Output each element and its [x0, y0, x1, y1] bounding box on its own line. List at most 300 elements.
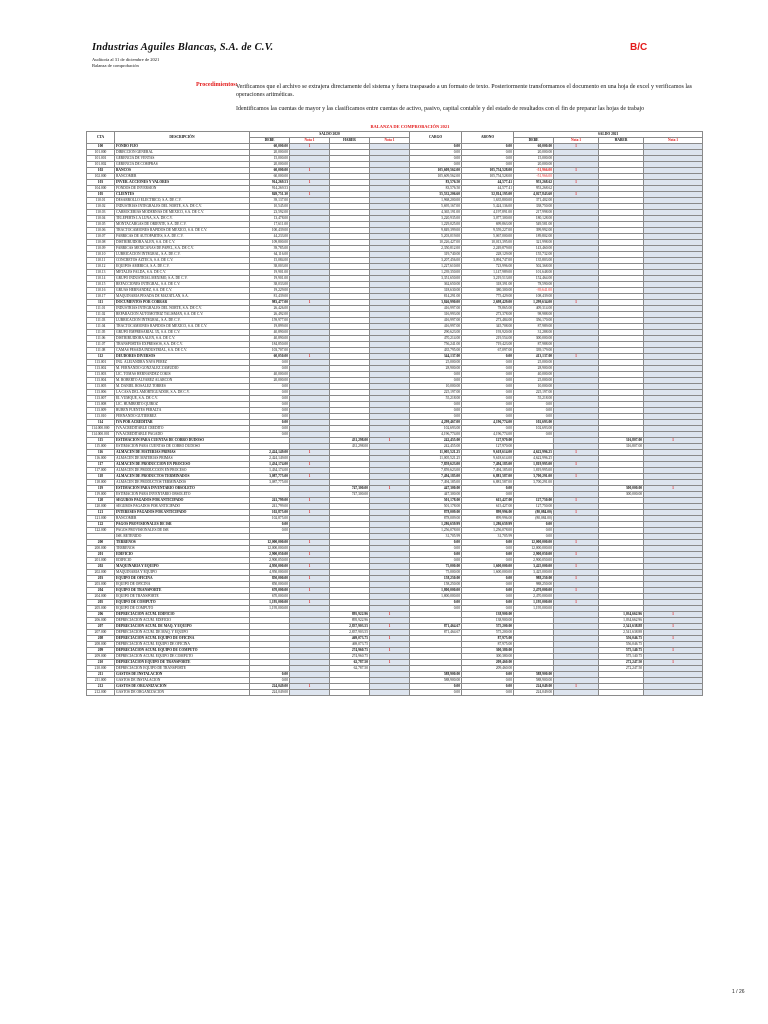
cell-cta: 110.15: [87, 282, 115, 288]
cell-debe-2021: 189,802.00: [514, 234, 554, 240]
cell-description: ESTIMACIÓN PARA CUENTAS DE COBRO DUDOSO: [115, 438, 250, 444]
col-nota-haber-2021: Nota 1: [644, 138, 703, 144]
cell-debe-2021: (80,084.00): [514, 510, 554, 516]
cell-nota-debe-2021: 1: [554, 300, 599, 306]
cell-debe-2020: 670,000.00: [250, 594, 290, 600]
cell-abono: 67,097.00: [462, 348, 514, 354]
cell-cta: 113.002: [87, 366, 115, 372]
cell-description: BANCOS: [115, 168, 250, 174]
cell-debe-2020: 60,050.00: [250, 354, 290, 360]
cell-cta: 203: [87, 576, 115, 582]
cell-description: PAGOS PROVISIONALES DE ISR: [115, 528, 250, 534]
cell-cargo: 878,009.00: [410, 510, 462, 516]
cell-cta: 209: [87, 648, 115, 654]
cell-cargo: 0.00: [410, 600, 462, 606]
cell-cta: 116: [87, 450, 115, 456]
cell-abono: 380,300.00: [462, 288, 514, 294]
cell-debe-2021: 31,288.00: [514, 330, 554, 336]
cell-abono: 127,970.00: [462, 444, 514, 450]
cell-cta: 205: [87, 600, 115, 606]
cell-debe-2020: 40,890.00: [250, 330, 290, 336]
cell-abono: 0.00: [462, 156, 514, 162]
cell-cargo: 242,455.00: [410, 444, 462, 450]
cell-cta: 120: [87, 498, 115, 504]
cell-debe-2021: 1,195,000.00: [514, 600, 554, 606]
cell-debe-2021: 20,000.00: [514, 150, 554, 156]
cell-cta: 100: [87, 144, 115, 150]
cell-description: DEPRECIACIÓN ACUM. EQUIPO DE COMPUTO: [115, 654, 250, 660]
cell-nota-debe-2020: 1: [290, 450, 330, 456]
cell-debe-2021: 1,195,000.00: [514, 606, 554, 612]
cell-cargo: 225,197.00: [410, 390, 462, 396]
cell-nota-debe-2020: 1: [290, 540, 330, 546]
cell-debe-2021: 224,049.00: [514, 690, 554, 696]
cell-debe-2021: 25,000.00: [514, 360, 554, 366]
cell-description: DESARROLLO ELECTRICO, S.A. DE C.V.: [115, 198, 250, 204]
cell-abono: 4,196,774.00: [462, 420, 514, 426]
cell-debe-2020: 19,901.00: [250, 270, 290, 276]
cell-debe-2021: 988,250.00: [514, 576, 554, 582]
cell-abono: 9,618,614.00: [462, 450, 514, 456]
cell-abono: 0.00: [462, 426, 514, 432]
cell-description: INVER. ACCIONES Y VALORES: [115, 180, 250, 186]
cell-description: BANCOMER: [115, 174, 250, 180]
table-body: [87, 144, 703, 696]
cell-debe-2020: 102,875.00: [250, 510, 290, 516]
cell-debe-2021: 338,750.00: [514, 204, 554, 210]
col-saldo-2020: SALDO 2020: [250, 132, 410, 138]
cell-haber-2021: 272,247.50: [599, 666, 644, 672]
cell-description: DEPRECIACIÓN EQUIPO DE TRANSPORTE: [115, 660, 250, 666]
cell-cta: 207.000: [87, 630, 115, 636]
cell-description: ESTIMACIÓN PARA CUENTAS DE COBRO DUDOSO: [115, 444, 250, 450]
cell-abono: 138,900.00: [462, 618, 514, 624]
cell-debe-2020: 983,477.00: [250, 300, 290, 306]
cell-haber-2020: 747,300.00: [330, 486, 370, 492]
cell-debe-2021: 127,750.00: [514, 504, 554, 510]
cell-cargo: 75,000.00: [410, 570, 462, 576]
cell-cargo: 5,695,167.00: [410, 204, 462, 210]
cell-cargo: 0.00: [410, 150, 462, 156]
cell-nota-debe-2021: 1: [554, 354, 599, 360]
cell-cta: 210.000: [87, 666, 115, 672]
cell-cargo: 0.00: [410, 540, 462, 546]
cell-nota-haber-2020: 1: [370, 438, 410, 444]
cell-nota-debe-2021: 1: [554, 540, 599, 546]
cell-description: DISTRIBUIDORA ALEN, S.A. DE C.V.: [115, 336, 250, 342]
cell-abono: 3,094,747.00: [462, 258, 514, 264]
cell-cargo: 416,997.00: [410, 324, 462, 330]
cell-abono: 719,423.00: [462, 342, 514, 348]
cell-nota-haber-2021: 1: [644, 648, 703, 654]
cell-description: DEPRECIACIÓN ACUM. DE MAQ. Y EQUIPO: [115, 624, 250, 630]
cell-description: M. DANIEL ROSALEZ TORRES: [115, 384, 250, 390]
cell-cargo: 588,900.00: [410, 672, 462, 678]
cell-cta: 206: [87, 612, 115, 618]
cell-nota-debe-2021: 1: [554, 564, 599, 570]
cell-debe-2020: 0.00: [250, 366, 290, 372]
cell-abono: 6,881,587.00: [462, 474, 514, 480]
cell-cta: 110.12: [87, 264, 115, 270]
cell-abono: 0.00: [462, 672, 514, 678]
cell-debe-2020: 224,049.00: [250, 684, 290, 690]
col-nota-debe-2020: Nota 1: [290, 138, 330, 144]
cell-debe-2021: 78,590.00: [514, 282, 554, 288]
cell-description: BANCOMER: [115, 516, 250, 522]
cell-debe-2021: 399,992.00: [514, 228, 554, 234]
cell-debe-2021: 502,368.00: [514, 264, 554, 270]
cell-cargo: 1,239,350.00: [410, 270, 462, 276]
cell-abono: 0.00: [462, 360, 514, 366]
cell-description: ALMACÉN DE PRODUCTOS TERMINADOS: [115, 474, 250, 480]
cell-cargo: 0.00: [410, 558, 462, 564]
cell-abono: 7,494,185.00: [462, 462, 514, 468]
col-haber-2020: HABER: [330, 138, 370, 144]
cell-haber-2021: 556,046.75: [599, 642, 644, 648]
cell-cargo: 28,900.00: [410, 366, 462, 372]
cell-nota-debe-2021: 1: [554, 168, 599, 174]
cell-description: RUBEN FUENTES PERALTA: [115, 408, 250, 414]
cell-debe-2021: 988,250.00: [514, 582, 554, 588]
cell-debe-2021: 339,179.00: [514, 348, 554, 354]
cell-cta: 208: [87, 636, 115, 642]
col-description: DESCRIPCIÓN: [115, 132, 250, 144]
cell-debe-2021: 0.00: [514, 528, 554, 534]
cell-abono: 0.00: [462, 492, 514, 498]
cell-abono: 0.00: [462, 600, 514, 606]
cell-description: LUBRICACIÓN INTEGRAL, S.A. DE C.V.: [115, 318, 250, 324]
cell-cargo: 0.00: [410, 546, 462, 552]
cell-haber-2021: 575,140.75: [599, 654, 644, 660]
cell-description: GASTOS DE INSTALACIÓN: [115, 678, 250, 684]
cell-debe-2020: 1,434,174.00: [250, 462, 290, 468]
cell-debe-2020: 241,799.00: [250, 504, 290, 510]
cell-debe-2020: 12,000,000.00: [250, 540, 290, 546]
cell-cargo: 102,693.00: [410, 426, 462, 432]
cell-nota-debe-2021: 1: [554, 180, 599, 186]
cell-cta: 200.000: [87, 546, 115, 552]
cell-description: ALMACÉN DE PRODUCCIÓN EN PROCESO: [115, 462, 250, 468]
cell-cargo: 470,214.00: [410, 336, 462, 342]
cell-abono: 575,200.00: [462, 630, 514, 636]
cell-debe-2020: 2,900,050.00: [250, 552, 290, 558]
cell-abono: 0.00: [462, 354, 514, 360]
cell-nota-debe-2020: 1: [290, 552, 330, 558]
cell-debe-2021: 12,000,000.00: [514, 540, 554, 546]
cell-cargo: 290,623.00: [410, 330, 462, 336]
cell-debe-2021: (80,084.00): [514, 516, 554, 522]
cell-description: ALMACÉN DE PRODUCTOS TERMINADOS: [115, 480, 250, 486]
cell-debe-2020: 1,195,000.00: [250, 606, 290, 612]
cell-cargo: 0.00: [410, 552, 462, 558]
cell-cargo: 318,630.00: [410, 288, 462, 294]
cell-nota-haber-2021: 1: [644, 660, 703, 666]
cell-abono: 1,256,078.00: [462, 528, 514, 534]
cell-description: ISR. RETENIDO: [115, 534, 250, 540]
cell-debe-2020: 0.00: [250, 384, 290, 390]
cell-cargo: 0.00: [410, 156, 462, 162]
cell-description: EQUIPO DE OFICINA: [115, 582, 250, 588]
cell-cta: 113.003: [87, 372, 115, 378]
cell-cargo: 501,178.00: [410, 504, 462, 510]
cell-debe-2020: 10,545.00: [250, 204, 290, 210]
cell-debe-2020: 0.00: [250, 414, 290, 420]
cell-description: DEPRECIACIÓN ACUM. DE MAQ. Y EQUIPO: [115, 630, 250, 636]
cell-abono: 345,708.00: [462, 324, 514, 330]
cell-nota-debe-2020: 1: [290, 684, 330, 690]
cell-description: LUBRICACIÓN INTEGRAL, S.A. DE C.V.: [115, 252, 250, 258]
cell-debe-2020: 26,492.00: [250, 312, 290, 318]
cell-nota-debe-2020: 1: [290, 180, 330, 186]
cell-abono: 699,863.00: [462, 222, 514, 228]
cell-debe-2021: 3,700,291.00: [514, 480, 554, 486]
page-counter: 1 / 26: [732, 989, 745, 995]
cell-cargo: 588,900.00: [410, 678, 462, 684]
cell-abono: 0.00: [462, 372, 514, 378]
cell-cargo: 55,532,206.60: [410, 192, 462, 198]
cell-cta: 111.08: [87, 348, 115, 354]
cell-description: CAMAS PESADA INDUSTRIAL, S.A. DE C.V.: [115, 348, 250, 354]
cell-cargo: 814,291.00: [410, 294, 462, 300]
cell-debe-2020: 40,890.00: [250, 336, 290, 342]
cell-abono: 3,219,513.00: [462, 276, 514, 282]
cell-debe-2021: 152,464.00: [514, 276, 554, 282]
cell-abono: 219,554.00: [462, 336, 514, 342]
cell-cta: 113.004: [87, 378, 115, 384]
cell-abono: 0.00: [462, 546, 514, 552]
cell-haber-2020: [330, 690, 370, 696]
cell-description: CARROCERIAS MODERNAS DE MÉXICO, S.A. DE C.V.: [115, 210, 250, 216]
cell-cta: 121: [87, 510, 115, 516]
cell-abono: 105,754,528.00: [462, 168, 514, 174]
cell-cargo: 3,351,650.00: [410, 276, 462, 282]
cell-cta: 113.007: [87, 396, 115, 402]
cell-abono: 0.00: [462, 678, 514, 684]
cell-haber-2020: 431,298.00: [330, 444, 370, 450]
cell-description: ESTIMACIÓN PARA INVENTARIO OBSOLETO: [115, 486, 250, 492]
cell-debe-2020: 17,611.00: [250, 222, 290, 228]
cell-debe-2020: 0.00: [250, 396, 290, 402]
cell-abono: 1,286,659.99: [462, 522, 514, 528]
cell-debe-2020: 19,899.00: [250, 324, 290, 330]
cell-debe-2020: 0.00: [250, 402, 290, 408]
cell-abono: 5,067,000.00: [462, 234, 514, 240]
cell-debe-2021: 217,998.00: [514, 210, 554, 216]
cell-description: REPARACIÓN AUTOMOTRIZ TALISMÁN, S.A. DE C.V.: [115, 312, 250, 318]
cell-abono: 0.00: [462, 552, 514, 558]
cell-debe-2021: 0.00: [514, 408, 554, 414]
cell-haber-2020: 2,837,903.55: [330, 624, 370, 630]
cell-nota-haber-2020: 1: [370, 660, 410, 666]
cell-haber-2020: 274,960.75: [330, 648, 370, 654]
cell-cargo: 435,795.00: [410, 348, 462, 354]
cell-description: LA CASA DEL AMORTIGUADOR, S.A. DE C.V.: [115, 390, 250, 396]
cell-haber-2021: 556,046.75: [599, 636, 644, 642]
cell-cta: 206.000: [87, 618, 115, 624]
cell-description: EQUIPO DE TRANSPORTE: [115, 588, 250, 594]
cell-cargo: 75,000.00: [410, 564, 462, 570]
cell-description: METALES FALDA, S.A. DE C.V.: [115, 270, 250, 276]
cell-cta: 113.009: [87, 408, 115, 414]
cell-debe-2020: 0.00: [250, 432, 290, 438]
cell-cta: 110.14: [87, 276, 115, 282]
cell-abono: 899,996.00: [462, 510, 514, 516]
cell-cta: 110.09: [87, 246, 115, 252]
cell-debe-2021: 413,137.00: [514, 354, 554, 360]
cell-cta: 104.000: [87, 186, 115, 192]
cell-cargo: 2,350,812.00: [410, 246, 462, 252]
cell-cta: 204.000: [87, 594, 115, 600]
cell-abono: 0.00: [462, 408, 514, 414]
cell-abono: 1,600,000.00: [462, 564, 514, 570]
cell-debe-2021: 225,197.00: [514, 390, 554, 396]
cell-cargo: 11,005,521.25: [410, 450, 462, 456]
cell-nota-debe-2021: 1: [554, 462, 599, 468]
audit-date: Auditoría al 31 de diciembre de 2021: [92, 57, 160, 62]
cell-abono: 0.00: [462, 162, 514, 168]
cell-haber-2021: 316,807.00: [599, 444, 644, 450]
cell-description: FONDOS DE INVERSIÓN: [115, 186, 250, 192]
cell-abono: 0.00: [462, 558, 514, 564]
cell-debe-2021: 55,218.00: [514, 396, 554, 402]
cell-nota-debe-2020: 1: [290, 510, 330, 516]
cell-nota-debe-2021: 1: [554, 510, 599, 516]
cell-abono: 615,427.00: [462, 504, 514, 510]
cell-haber-2021: 272,247.50: [599, 660, 644, 666]
cell-description: CLIENTES: [115, 192, 250, 198]
cell-abono: 10,013,395.00: [462, 240, 514, 246]
cell-abono: 228,129.00: [462, 252, 514, 258]
cell-cta: 114.000.000: [87, 426, 115, 432]
cell-cta: 201.000: [87, 558, 115, 564]
cell-debe-2020: 60,000.00: [250, 144, 290, 150]
table-banner: BALANZA DE COMPROBACIÓN 2021: [370, 124, 450, 129]
cell-debe-2021: 12,000,000.00: [514, 546, 554, 552]
cell-debe-2021: 10,000.00: [514, 384, 554, 390]
cell-nota-debe-2021: 1: [554, 498, 599, 504]
cell-abono: 0.00: [462, 390, 514, 396]
cell-debe-2020: 20,000.00: [250, 378, 290, 384]
cell-description: DEPRECIACIÓN ACUM. EQUIPO DE OFICINA: [115, 636, 250, 642]
cell-cargo: 878,009.00: [410, 516, 462, 522]
table-row: [87, 690, 703, 696]
cell-cargo: 7,859,623.00: [410, 462, 462, 468]
cell-cargo: 158,250.00: [410, 582, 462, 588]
cell-cargo: 7,859,623.00: [410, 468, 462, 474]
cell-nota-debe-2020: 1: [290, 564, 330, 570]
cell-abono: 1,147,989.00: [462, 270, 514, 276]
cell-haber-2021: 2,541,638.88: [599, 624, 644, 630]
cell-cargo: 7,494,185.00: [410, 474, 462, 480]
cell-debe-2021: 409,314.00: [514, 306, 554, 312]
cell-debe-2021: 3,425,000.00: [514, 564, 554, 570]
cell-abono: 4,197,891.00: [462, 210, 514, 216]
cell-debe-2021: 102,693.00: [514, 426, 554, 432]
cell-abono: 615,427.00: [462, 498, 514, 504]
cell-description: MONTACARGAS DE ORIENTE, S.A. DE C.V.: [115, 222, 250, 228]
cell-cargo: 158,250.00: [410, 576, 462, 582]
cell-cargo: 4,196,774.00: [410, 432, 462, 438]
cell-debe-2020: 1,195,000.00: [250, 600, 290, 606]
cell-abono: 0.00: [462, 384, 514, 390]
cell-cargo: 0.00: [410, 402, 462, 408]
cell-cta: 111.07: [87, 342, 115, 348]
cell-cargo: 871,464.67: [410, 630, 462, 636]
cell-abono: 300,380.00: [462, 648, 514, 654]
cell-description: EQUIPO DE TRANSPORTE: [115, 594, 250, 600]
cell-debe-2021: 224,049.00: [514, 684, 554, 690]
cell-debe-2020: 39,137.00: [250, 198, 290, 204]
cell-description: DEPRECIACIÓN ACUM. EQUIPO DE COMPUTO: [115, 648, 250, 654]
cell-nota-debe-2021: 1: [554, 684, 599, 690]
cell-debe-2021: 549,581.00: [514, 222, 554, 228]
cell-cargo: 319,740.00: [410, 252, 462, 258]
cell-nota-haber-2020: 1: [370, 486, 410, 492]
cell-debe-2021: 0.00: [514, 522, 554, 528]
cell-debe-2020: 849,751.30: [250, 192, 290, 198]
report-subtitle: Balanza de comprobación: [92, 63, 139, 68]
cell-cta: 117: [87, 462, 115, 468]
cell-cargo: 0.00: [410, 378, 462, 384]
procedures-label: Procedimientos:: [196, 82, 238, 88]
cell-abono: 273,378.00: [462, 312, 514, 318]
cell-debe-2020: 1,434,174.00: [250, 468, 290, 474]
cell-debe-2020: 914,269.53: [250, 180, 290, 186]
cell-debe-2021: 180,128.00: [514, 216, 554, 222]
cell-cta: 102: [87, 168, 115, 174]
cell-debe-2021: 953,268.62: [514, 186, 554, 192]
cell-description: INDUSTRIAS INTEGRALES DEL NORTE, S.A. DE C.V.: [115, 306, 250, 312]
cell-debe-2020: 0.00: [250, 390, 290, 396]
cell-debe-2021: 4,027,843.60: [514, 192, 554, 198]
cell-nota-haber-2020: 1: [370, 612, 410, 618]
cell-description: GERENCIA DE COMPRAS: [115, 162, 250, 168]
cell-description: TRACTOCAMIONES RAPIDOS DE MÉXICO, S.A. DE C.V.: [115, 228, 250, 234]
cell-description: ING. ALEJANDRA NAVA PEREZ: [115, 360, 250, 366]
cell-debe-2021: 20,000.00: [514, 162, 554, 168]
cell-cta: 114: [87, 420, 115, 426]
cell-debe-2021: 102,693.00: [514, 420, 554, 426]
cell-debe-2020: 39,785.00: [250, 246, 290, 252]
cell-abono: 0.00: [462, 378, 514, 384]
cell-abono: 1,600,000.00: [462, 570, 514, 576]
cell-debe-2021: 2,470,000.00: [514, 588, 554, 594]
cell-cargo: 0.00: [410, 606, 462, 612]
cell-debe-2021: 3,700,291.00: [514, 474, 554, 480]
cell-nota-debe-2021: 1: [554, 552, 599, 558]
cell-abono: 5,424,136.00: [462, 204, 514, 210]
cell-cta: 207: [87, 624, 115, 630]
cell-nota-haber-2021: 1: [644, 612, 703, 618]
cell-abono: 6,881,587.00: [462, 480, 514, 486]
cell-abono: 138,900.00: [462, 612, 514, 618]
cell-cta: 115: [87, 438, 115, 444]
cell-debe-2020: 850,000.00: [250, 582, 290, 588]
cell-cta: 111.06: [87, 336, 115, 342]
cell-description: ALMACÉN DE PRODUCCIÓN EN PROCESO: [115, 468, 250, 474]
cell-abono: 44,577.41: [462, 180, 514, 186]
cell-description: GRUPO INDUSTRIAL MEXIMO, S.A. DE C.V.: [115, 276, 250, 282]
cell-cta: 205.000: [87, 606, 115, 612]
cell-cta: 110.04: [87, 216, 115, 222]
cell-debe-2021: 1,299,634.00: [514, 300, 554, 306]
cell-cargo: 4,365,191.00: [410, 210, 462, 216]
cell-debe-2020: 0.00: [250, 528, 290, 534]
cell-cta: 120.000: [87, 504, 115, 510]
cell-debe-2020: 38,003.00: [250, 264, 290, 270]
cell-debe-2020: 3,087,775.00: [250, 480, 290, 486]
cell-debe-2020: 19,229.00: [250, 288, 290, 294]
